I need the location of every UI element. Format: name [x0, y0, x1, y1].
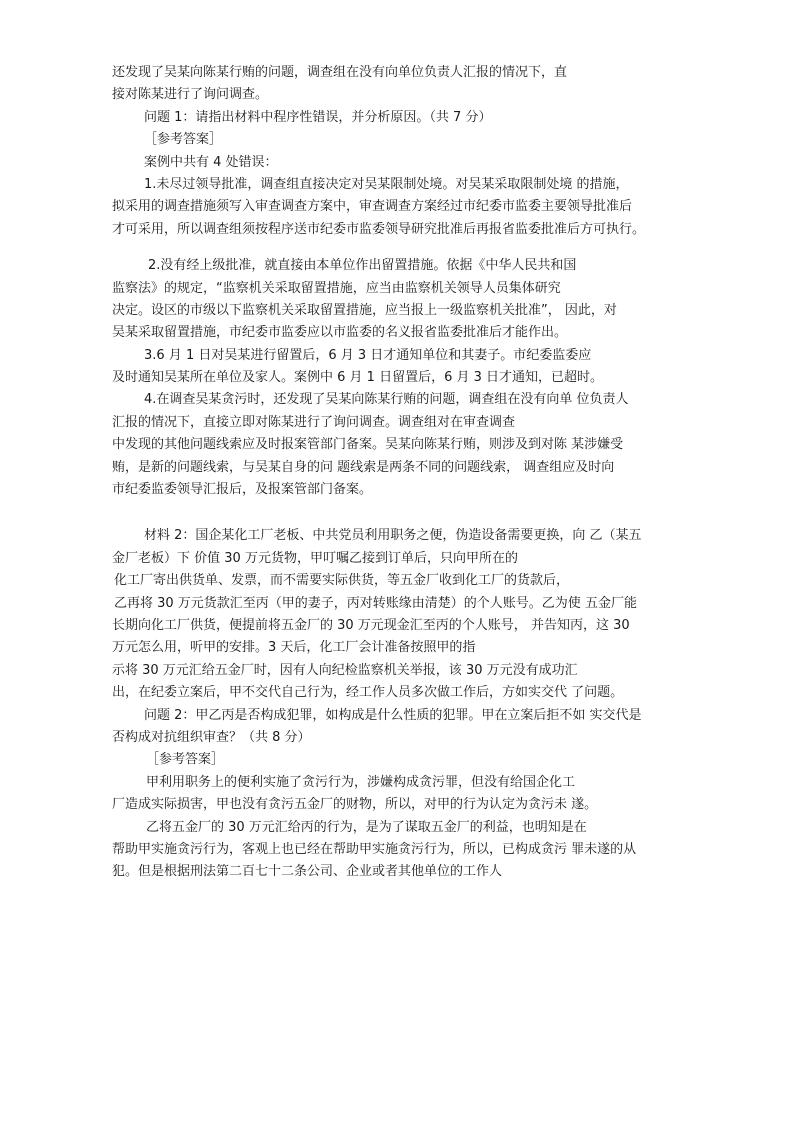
text-line: 案例中共有 4 处错误：: [144, 154, 278, 170]
text-line: 万元怎么用，听甲的安排。3 天后，化工厂会计准备按照甲的指: [112, 640, 476, 656]
section-material-2: [112, 525, 694, 883]
text-line: 才可采用，所以调查组须按程序送市纪委市监委领导研究批准后再报省监委批准后方可执行。: [112, 221, 646, 237]
text-line: 1.未尽过领导批准，调查组直接决定对吴某限制处境。对吴某采取限制处境 的措施，: [144, 176, 629, 192]
text-line: 问题 2：甲乙丙是否构成犯罪，如构成是什么性质的犯罪。甲在立案后拒不如 实交代是: [144, 707, 642, 723]
text-line: 还发现了吴某向陈某行贿的问题，调查组在没有向单位负责人汇报的情况下，直: [112, 65, 568, 80]
text-line: 否构成对抗组织审查？（共 8 分）: [112, 729, 311, 745]
text-line: 长期向化工厂供货，便提前将五金厂的 30 万元现金汇至丙的个人账号， 并告知丙，这 30: [112, 617, 630, 633]
text-line: 中发现的其他问题线索应及时报案管部门备案。吴某向陈某行贿，则涉及到对陈 某涉嫌受: [112, 437, 624, 453]
spacer: [112, 241, 694, 255]
text-line: 乙再将 30 万元货款汇至丙（甲的妻子，丙对转账缘由清楚）的个人账号。乙为使 五金厂能: [114, 595, 637, 611]
text-line: 问题 1：请指出材料中程序性错误，并分析原因。（共 7 分）: [144, 109, 492, 125]
section-case1-answer: [112, 62, 694, 241]
text-line: 吴某采取留置措施，市纪委市监委应以市监委的名义报省监委批准后才能作出。: [112, 325, 568, 341]
text-line: 示将 30 万元汇给五金厂时，因有人向纪检监察机关举报，该 30 万元没有成功汇: [112, 662, 578, 678]
text-line: 出，在纪委立案后，甲不交代自己行为，经工作人员多次做工作后，方如实交代 了问题。: [112, 685, 624, 701]
text-line: 犯。但是根据刑法第二百七十二条公司、企业或者其他单位的工作人: [112, 864, 503, 880]
text-line: 决定。设区的市级以下监察机关采取留置措施，应当报上一级监察机关批准”， 因此，对: [112, 302, 617, 318]
text-line: 拟采用的调查措施须写入审查调查方案中，审查调查方案经过市纪委市监委主要领导批准后: [112, 199, 633, 215]
text-line: 4.在调查吴某贪污时，还发现了吴某向陈某行贿的问题，调查组在没有向单 位负责人: [144, 392, 629, 408]
text-line: 3.6 月 1 日对吴某进行留置后，6 月 3 日才通知单位和其妻子。市纪委监委应: [144, 347, 592, 363]
text-line: ［参考答案］: [146, 752, 225, 768]
text-line: 接对陈某进行了询问调查。: [112, 87, 269, 103]
text-line: 厂造成实际损害，甲也没有贪污五金厂的财物，所以，对甲的行为认定为贪污未 遂。: [112, 797, 598, 813]
text-line: 及时通知吴某所在单位及家人。案例中 6 月 1 日留置后，6 月 3 日才通知，已超时。: [112, 370, 604, 386]
section-case1-answer-continued: [112, 255, 694, 501]
text-line: 乙将五金厂的 30 万元汇给丙的行为，是为了谋取五金厂的利益，也明知是在: [146, 819, 587, 835]
text-line: 化工厂寄出供货单、发票，而不需要实际供货，等五金厂收到化工厂的货款后，: [114, 573, 570, 589]
text-line: 甲利用职务上的便利实施了贪污行为，涉嫌构成贪污罪，但没有给国企化工: [146, 774, 576, 790]
spacer: [112, 501, 694, 525]
text-line: 帮助甲实施贪污行为，客观上也已经在帮助甲实施贪污行为，所以，已构成贪污 罪未遂的从: [112, 841, 637, 857]
text-line: 2.没有经上级批准，就直接由本单位作出留置措施。依据《中华人民共和国: [148, 258, 577, 274]
text-line: ［参考答案］: [144, 132, 223, 148]
text-line: 监察法》的规定，“监察机关采取留置措施，应当由监察机关领导人员集体研究: [112, 280, 561, 296]
text-line: 市纪委监委领导汇报后，及报案管部门备案。: [112, 482, 373, 498]
text-line: 汇报的情况下，直接立即对陈某进行了询问调查。调查组对在审查调查: [112, 414, 516, 430]
text-line: 金厂老板）下 价值 30 万元货物，甲叮嘱乙接到订单后，只向甲所在的: [112, 550, 518, 566]
text-line: 贿，是新的问题线索，与吴某自身的问 题线索是两条不同的问题线索， 调查组应及时向: [112, 459, 615, 475]
text-line: 材料 2：国企某化工厂老板、中共党员利用职务之便，伪造设备需要更换，向 乙（某五: [144, 528, 642, 544]
